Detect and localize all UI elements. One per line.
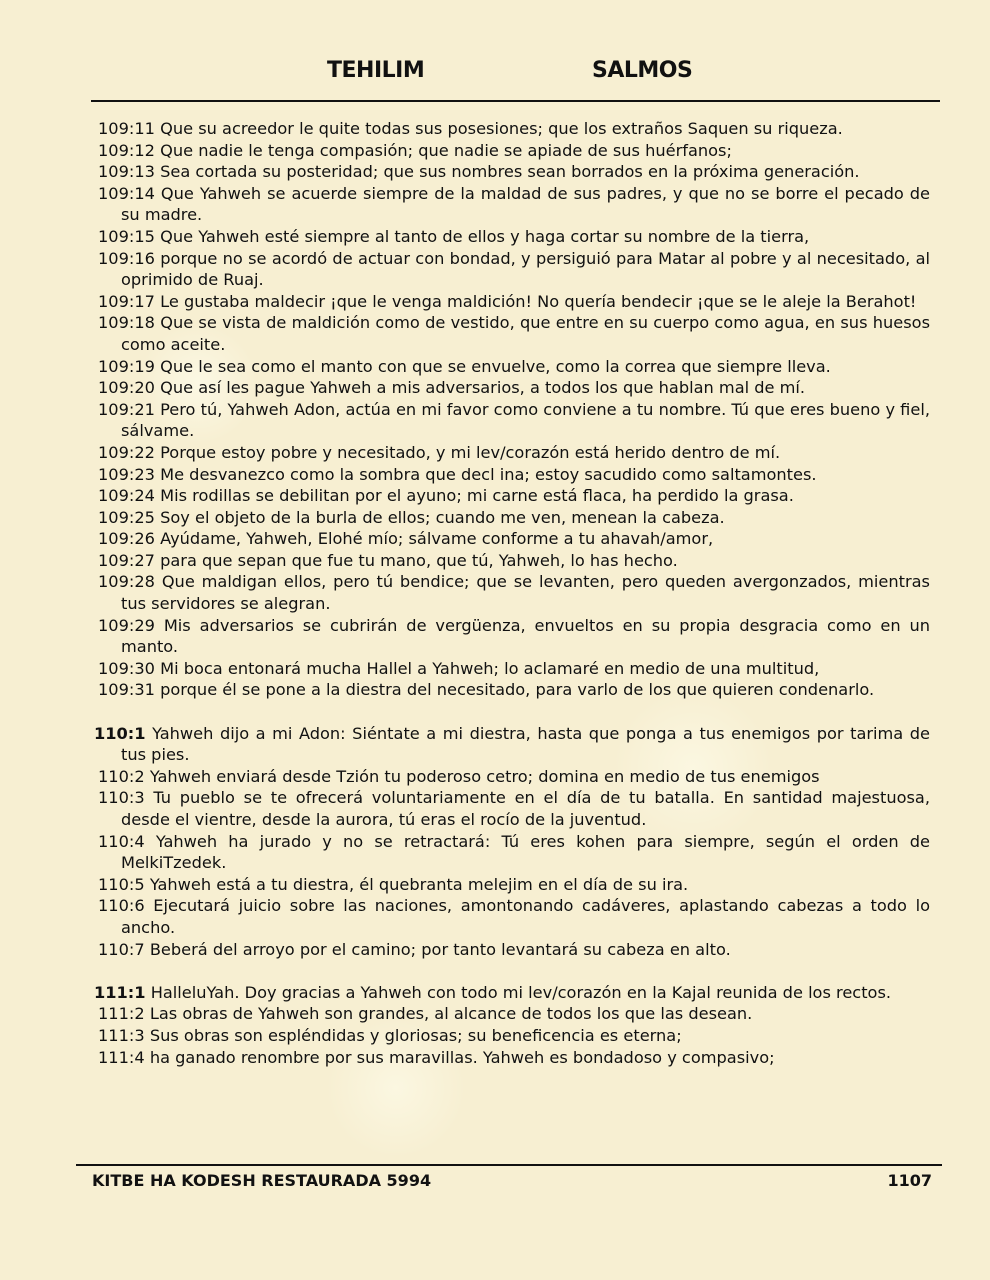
verse-text: Las obras de Yahweh son grandes, al alcance de todos los que las desean. bbox=[149, 1004, 753, 1024]
verse-text: Que maldigan ellos, pero tú bendice; que se levanten, pero queden avergonzados, mientras tus servidores se alegran. bbox=[121, 572, 930, 614]
verse-text: porque él se pone a la diestra del necesitado, para varlo de los que quieren condenarlo. bbox=[160, 680, 875, 700]
page-number: 1107 bbox=[887, 1171, 932, 1190]
verse bbox=[94, 377, 930, 399]
verse bbox=[94, 248, 930, 291]
header-title-left: TEHILIM bbox=[327, 58, 425, 83]
verse bbox=[94, 528, 930, 550]
verse-text: Pero tú, Yahweh Adon, actúa en mi favor como conviene a tu nombre. Tú que eres bueno y fiel, sálvame. bbox=[121, 399, 930, 441]
verse bbox=[94, 766, 930, 788]
verse bbox=[94, 356, 930, 378]
verse-ref: 109:17 bbox=[98, 291, 155, 311]
verse-text: Que Yahweh se acuerde siempre de la maldad de sus padres, y que no se borre el pecado de su madre. bbox=[121, 183, 930, 225]
verse-ref: 109:30 bbox=[98, 658, 155, 678]
verse bbox=[94, 312, 930, 355]
header-rule bbox=[91, 100, 940, 102]
verse-ref: 109:14 bbox=[98, 183, 155, 203]
verse-ref: 111:2 bbox=[98, 1004, 145, 1024]
verse-ref: 110:3 bbox=[98, 788, 145, 808]
verse bbox=[94, 679, 930, 701]
verses-body bbox=[94, 118, 930, 1068]
verse bbox=[94, 140, 930, 162]
verse-text: Mis adversarios se cubrirán de vergüenza, envueltos en su propia desgracia como en un manto. bbox=[121, 615, 931, 657]
verse-text: Que nadie le tenga compasión; que nadie se apiade de sus huérfanos; bbox=[160, 140, 732, 160]
verse-ref: 110:6 bbox=[98, 896, 145, 916]
verse-text: Me desvanezco como la sombra que decl ina; estoy sacudido como saltamontes. bbox=[160, 464, 817, 484]
verse-ref: 109:23 bbox=[98, 464, 155, 484]
verse-text: Yahweh está a tu diestra, él quebranta melejim en el día de su ira. bbox=[149, 874, 689, 894]
verse-ref: 110:1 bbox=[94, 723, 146, 743]
verse bbox=[94, 1003, 930, 1025]
verse-text: Sea cortada su posteridad; que sus nombres sean borrados en la próxima generación. bbox=[160, 162, 860, 182]
verse-ref: 109:11 bbox=[98, 119, 155, 138]
verse-text: Mis rodillas se debilitan por el ayuno; mi carne está flaca, ha perdido la grasa. bbox=[160, 486, 794, 506]
verse-ref: 111:4 bbox=[98, 1047, 145, 1067]
verse-ref: 110:5 bbox=[98, 874, 145, 894]
verse bbox=[94, 1025, 930, 1047]
footer-rule bbox=[76, 1164, 942, 1166]
verse bbox=[94, 571, 930, 614]
verse-ref: 109:21 bbox=[98, 399, 155, 419]
verse-text: Yahweh dijo a mi Adon: Siéntate a mi diestra, hasta que ponga a tus enemigos por tarima de tus pies. bbox=[121, 723, 930, 765]
verse-ref: 109:24 bbox=[98, 486, 155, 506]
verse bbox=[94, 485, 930, 507]
verse bbox=[94, 1047, 930, 1069]
verse-ref: 110:4 bbox=[98, 831, 145, 851]
verse-ref: 109:20 bbox=[98, 378, 155, 398]
footer-book-title: KITBE HA KODESH RESTAURADA 5994 bbox=[92, 1171, 432, 1190]
verse-ref: 109:25 bbox=[98, 507, 155, 527]
verse-text: porque no se acordó de actuar con bondad, y persiguió para Matar al pobre y al necesitado, al oprimido de Ruaj. bbox=[121, 248, 930, 290]
verse-ref: 109:22 bbox=[98, 442, 155, 462]
verse-text: Ayúdame, Yahweh, Elohé mío; sálvame conforme a tu ahavah/amor, bbox=[160, 529, 714, 549]
verse bbox=[94, 442, 930, 464]
verse-text: Yahweh enviará desde Tzión tu poderoso cetro; domina en medio de tus enemigos bbox=[149, 766, 820, 786]
verse bbox=[94, 183, 930, 226]
verse bbox=[94, 658, 930, 680]
verse-text: Beberá del arroyo por el camino; por tanto levantará su cabeza en alto. bbox=[149, 939, 731, 959]
verse-ref: 109:15 bbox=[98, 226, 155, 246]
verse-ref: 109:18 bbox=[98, 313, 155, 333]
verse-text: Que le sea como el manto con que se envuelve, como la correa que siempre lleva. bbox=[160, 356, 831, 376]
verse-ref: 109:31 bbox=[98, 680, 155, 700]
verse-text: Yahweh ha jurado y no se retractará: Tú eres kohen para siempre, según el orden de MelkiTzedek. bbox=[121, 831, 930, 873]
verse-ref: 109:27 bbox=[98, 550, 155, 570]
verse bbox=[94, 507, 930, 529]
verse-ref: 109:12 bbox=[98, 140, 155, 160]
verse bbox=[94, 787, 930, 830]
verse-ref: 111:1 bbox=[94, 982, 146, 1002]
page-header bbox=[0, 58, 990, 90]
verse bbox=[94, 550, 930, 572]
verse-text: Que se vista de maldición como de vestido, que entre en su cuerpo como agua, en sus huesos como aceite. bbox=[121, 313, 931, 354]
header-title-right: SALMOS bbox=[592, 58, 693, 83]
verse-text: Porque estoy pobre y necesitado, y mi lev/corazón está herido dentro de mí. bbox=[160, 442, 781, 462]
verse-text: Mi boca entonará mucha Hallel a Yahweh; lo aclamaré en medio de una multitud, bbox=[160, 658, 820, 678]
verse bbox=[94, 939, 930, 961]
verse bbox=[94, 161, 930, 183]
verse-ref: 110:7 bbox=[98, 939, 145, 959]
verse bbox=[94, 291, 930, 313]
verse-ref: 110:2 bbox=[98, 766, 145, 786]
verse bbox=[94, 226, 930, 248]
verse bbox=[94, 831, 930, 874]
verse-ref: 109:16 bbox=[98, 248, 155, 268]
verse-ref: 109:13 bbox=[98, 162, 155, 182]
verse-text: Tu pueblo se te ofrecerá voluntariamente en el día de tu batalla. En santidad majestuosa, desde el vientre, desde la aurora, tú eras el rocío de la juventud. bbox=[121, 788, 930, 829]
verse-text: ha ganado renombre por sus maravillas. Yahweh es bondadoso y compasivo; bbox=[149, 1047, 775, 1067]
verse-text: para que sepan que fue tu mano, que tú, Yahweh, lo has hecho. bbox=[160, 550, 678, 570]
verse-text: Que Yahweh esté siempre al tanto de ellos y haga cortar su nombre de la tierra, bbox=[160, 226, 810, 246]
chapter-gap bbox=[94, 701, 930, 723]
verse bbox=[94, 118, 930, 140]
verse-text: Soy el objeto de la burla de ellos; cuando me ven, menean la cabeza. bbox=[160, 507, 725, 527]
verse-ref: 109:19 bbox=[98, 356, 155, 376]
chapter-gap bbox=[94, 960, 930, 982]
verse bbox=[94, 615, 930, 658]
verse bbox=[94, 982, 930, 1004]
verse-text: Sus obras son espléndidas y gloriosas; su beneficencia es eterna; bbox=[149, 1025, 682, 1045]
verse-ref: 109:26 bbox=[98, 529, 155, 549]
page-footer bbox=[92, 1171, 932, 1195]
verse-text: Que así les pague Yahweh a mis adversarios, a todos los que hablan mal de mí. bbox=[160, 378, 806, 398]
verse-text: Ejecutará juicio sobre las naciones, amontonando cadáveres, aplastando cabezas a todo lo ancho. bbox=[121, 896, 930, 937]
verse-text: Le gustaba maldecir ¡que le venga maldición! No quería bendecir ¡que se le aleje la Berahot! bbox=[160, 291, 917, 311]
verse bbox=[94, 874, 930, 896]
verse-text: HalleluYah. Doy gracias a Yahweh con todo mi lev/corazón en la Kajal reunida de los rectos. bbox=[150, 982, 892, 1002]
verse bbox=[94, 895, 930, 938]
verse bbox=[94, 399, 930, 442]
verse bbox=[94, 723, 930, 766]
verse bbox=[94, 464, 930, 486]
verse-ref: 109:29 bbox=[98, 615, 155, 635]
verse-ref: 109:28 bbox=[98, 572, 155, 592]
verse-text: Que su acreedor le quite todas sus posesiones; que los extraños Saquen su riqueza. bbox=[160, 119, 843, 138]
verse-ref: 111:3 bbox=[98, 1025, 145, 1045]
